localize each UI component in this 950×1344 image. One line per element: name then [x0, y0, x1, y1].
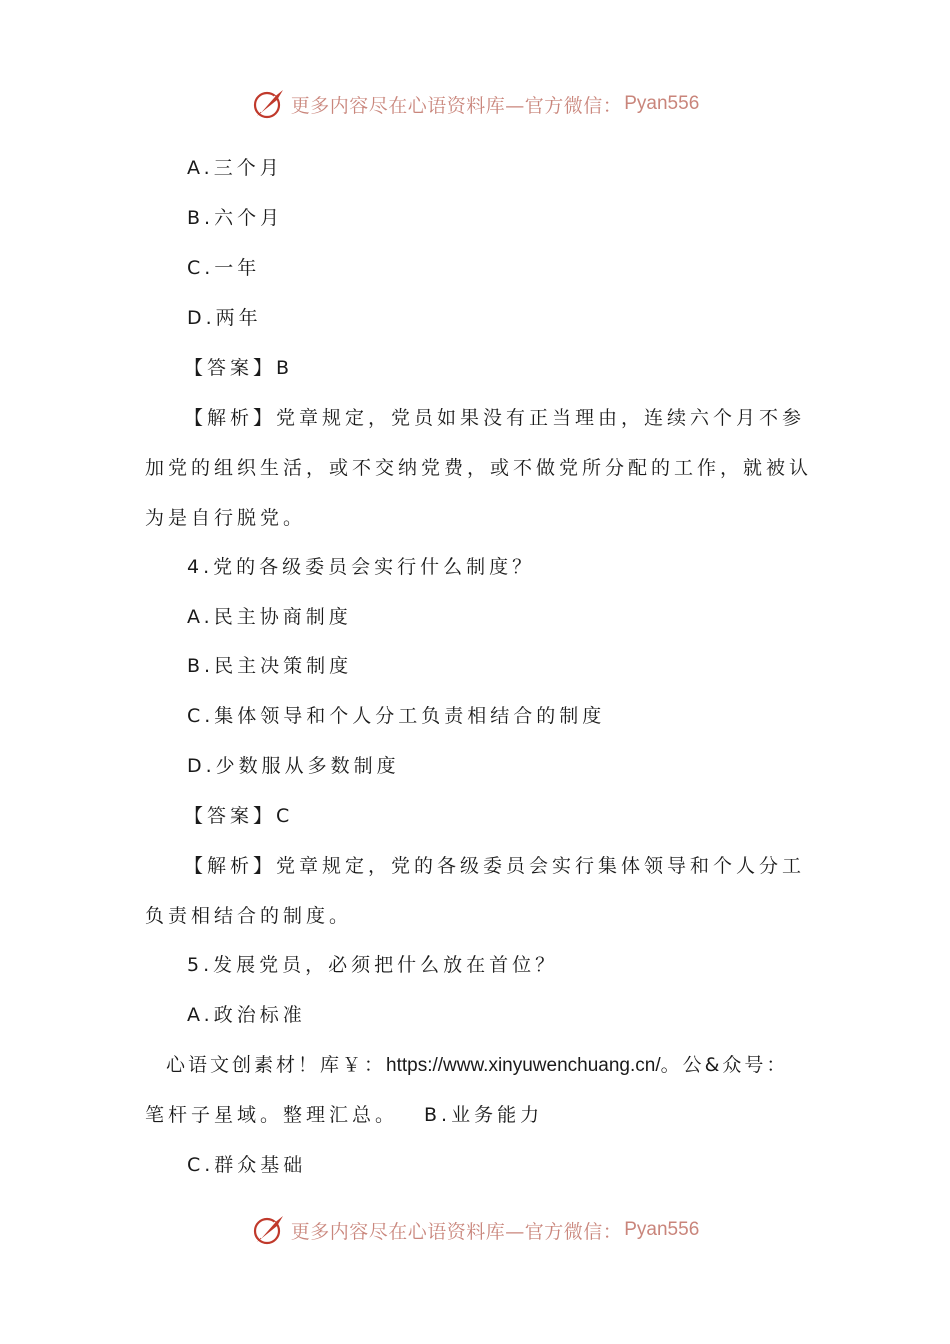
- option-a-q3: A.三个月: [187, 157, 283, 179]
- watermark-wechat-id: Pyan556: [624, 1219, 700, 1240]
- explanation-q3-line1: 【解析】党章规定，党员如果没有正当理由，连续六个月不参: [184, 407, 806, 429]
- explanation-q3-line3: 为是自行脱党。: [145, 507, 307, 529]
- option-b-q3: B.六个月: [187, 207, 284, 229]
- answer-q4: 【答案】C: [184, 805, 294, 827]
- quill-logo-icon: [251, 1212, 287, 1248]
- promo-line-2: [0, 1090, 950, 1140]
- option-a-q4: A.民主协商制度: [187, 606, 352, 628]
- question-4: 4.党的各级委员会实行什么制度？: [187, 556, 536, 578]
- explanation-q4-line2: 负责相结合的制度。: [145, 905, 353, 927]
- option-b-q5: B.业务能力: [424, 1104, 544, 1126]
- promo-line: [0, 1040, 950, 1090]
- watermark-wechat-id: Pyan556: [624, 93, 700, 114]
- question-5: 5.发展党员，必须把什么放在首位？: [187, 954, 559, 976]
- header-watermark: [0, 82, 950, 126]
- option-d-q4: D.少数服从多数制度: [187, 755, 400, 777]
- option-a-q5: A.政治标准: [187, 1004, 306, 1026]
- promo-text-2: 。公&众号：: [660, 1054, 789, 1076]
- answer-q3: 【答案】B: [184, 357, 294, 379]
- watermark-text: 更多内容尽在心语资料库—官方微信：: [290, 1220, 623, 1243]
- option-b-q4: B.民主决策制度: [187, 655, 353, 677]
- promo-text-3: 笔杆子星域。整理汇总。: [145, 1104, 399, 1126]
- quill-logo-icon: [251, 86, 287, 122]
- footer-watermark: [0, 1208, 950, 1252]
- option-c-q5: C.群众基础: [187, 1154, 307, 1176]
- watermark-text: 更多内容尽在心语资料库—官方微信：: [290, 94, 623, 117]
- explanation-q4-line1: 【解析】党章规定，党的各级委员会实行集体领导和个人分工: [184, 855, 806, 877]
- explanation-q3-line2: 加党的组织生活，或不交纳党费，或不做党所分配的工作，就被认: [145, 457, 813, 479]
- promo-text-1: 心语文创素材！库￥：: [166, 1054, 387, 1076]
- option-d-q3: D.两年: [187, 307, 262, 329]
- option-c-q4: C.集体领导和个人分工负责相结合的制度: [187, 705, 606, 727]
- option-c-q3: C.一年: [187, 257, 261, 279]
- promo-url: https://www.xinyuwenchuang.cn/: [386, 1055, 661, 1076]
